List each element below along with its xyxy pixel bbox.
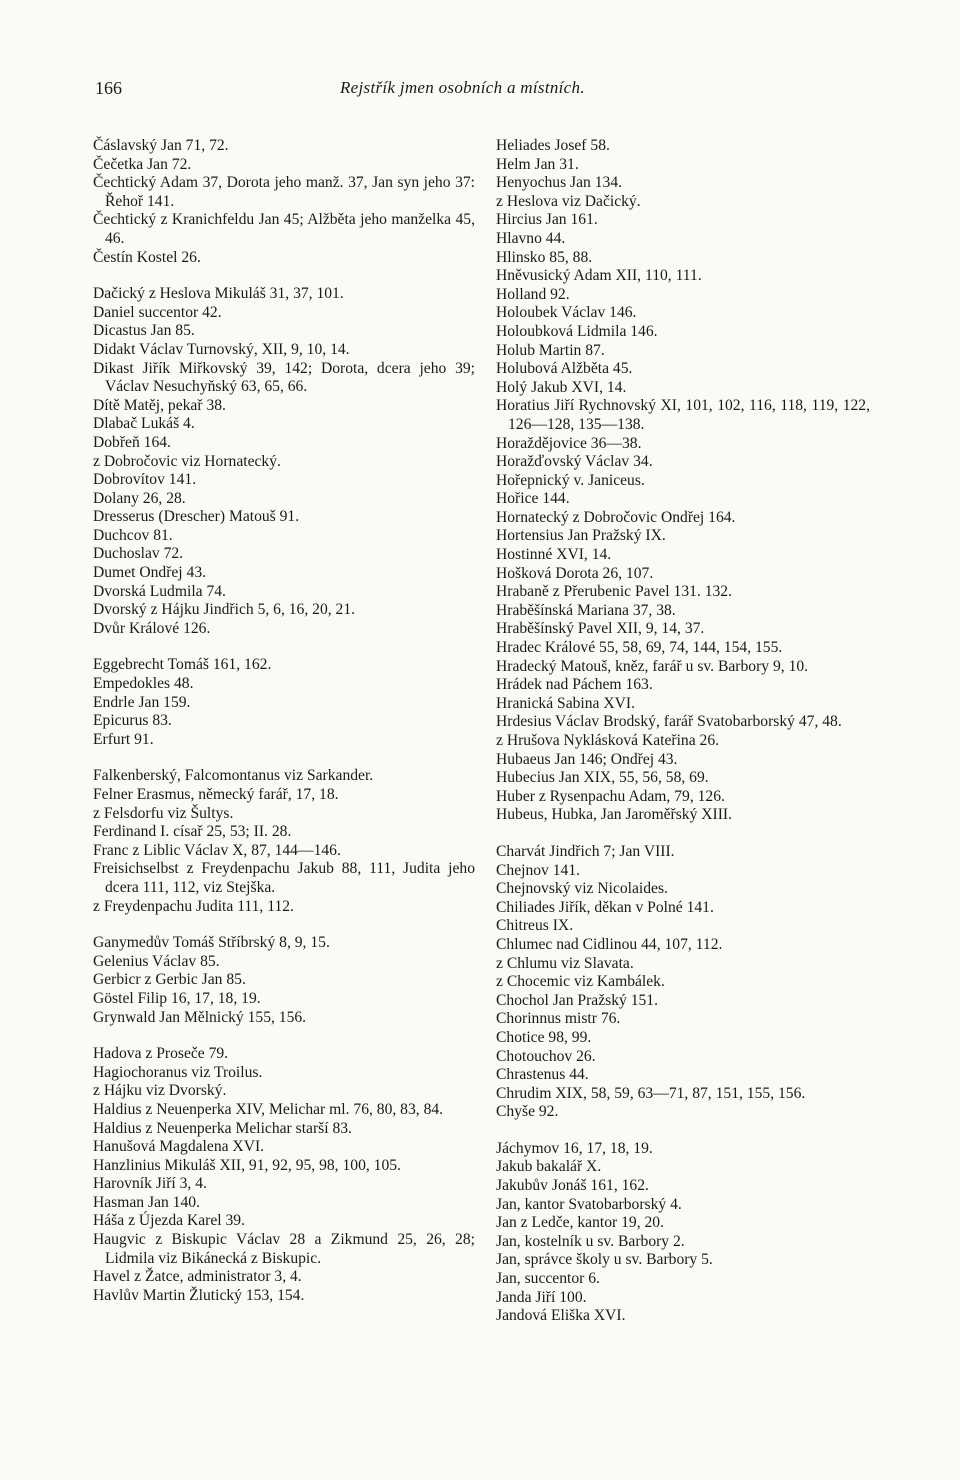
- letter-group: [93, 934, 475, 1027]
- index-entry: Freisichselbst z Freydenpachu Jakub 88, 111, Judita jeho dcera 111, 112, viz Stejška.: [93, 860, 475, 896]
- index-entry: Hanzlinius Mikuláš XII, 91, 92, 95, 98, 100, 105.: [93, 1156, 401, 1174]
- index-entry: z Hájku viz Dvorský.: [93, 1082, 227, 1100]
- index-entry: Hradec Králové 55, 58, 69, 74, 144, 154, 155.: [496, 639, 783, 657]
- index-entry: Falkenberský, Falcomontanus viz Sarkander.: [93, 767, 374, 785]
- index-column-left: [93, 137, 475, 1305]
- page-header: [95, 78, 865, 102]
- index-entry: Hubaeus Jan 146; Ondřej 43.: [496, 750, 678, 768]
- index-entry: z Chlumu viz Slavata.: [496, 954, 634, 972]
- index-entry: Hostinné XVI, 14.: [496, 546, 612, 564]
- index-entry: Čechtický z Kranichfeldu Jan 45; Alžběta jeho manželka 45, 46.: [93, 211, 475, 247]
- index-entry: Dvůr Králové 126.: [93, 619, 211, 637]
- index-entry: Hircius Jan 161.: [496, 211, 598, 229]
- index-entry: Endrle Jan 159.: [93, 693, 191, 711]
- letter-group: [496, 137, 870, 825]
- index-entry: Dumet Ondřej 43.: [93, 564, 207, 582]
- index-entry: Hornatecký z Dobročovic Ondřej 164.: [496, 508, 736, 526]
- index-entry: Jan, kostelník u sv. Barbory 2.: [496, 1232, 685, 1250]
- index-entry: Holoubek Václav 146.: [496, 304, 637, 322]
- index-entry: Hrdesius Václav Brodský, farář Svatobarborský 47, 48.: [496, 713, 842, 731]
- index-entry: Didakt Václav Turnovský, XII, 9, 10, 14.: [93, 340, 350, 358]
- index-entry: Horatius Jiří Rychnovský XI, 101, 102, 116, 118, 119, 122, 126—128, 135—138.: [496, 397, 870, 433]
- index-entry: Hubecius Jan XIX, 55, 56, 58, 69.: [496, 769, 709, 787]
- index-entry: Hrabaně z Přerubenic Pavel 131. 132.: [496, 583, 732, 601]
- index-entry: Jan z Ledče, kantor 19, 20.: [496, 1214, 665, 1232]
- index-entry: Duchoslav 72.: [93, 545, 184, 563]
- running-title: Rejstřík jmen osobních a místních.: [340, 78, 585, 97]
- index-entry: Jandová Eliška XVI.: [496, 1307, 626, 1325]
- index-entry: Dlabač Lukáš 4.: [93, 415, 195, 433]
- index-entry: Hasman Jan 140.: [93, 1193, 200, 1211]
- index-entry: Daniel succentor 42.: [93, 303, 222, 321]
- letter-group-separator: [496, 1122, 870, 1140]
- index-entry: z Freydenpachu Judita 111, 112.: [93, 897, 294, 915]
- index-entry: Hraběšínská Mariana 37, 38.: [496, 601, 676, 619]
- index-entry: Franc z Liblic Václav X, 87, 144—146.: [93, 841, 341, 859]
- index-entry: Gerbicr z Gerbic Jan 85.: [93, 971, 246, 989]
- index-entry: Jáchymov 16, 17, 18, 19.: [496, 1139, 653, 1157]
- index-entry: Duchcov 81.: [93, 526, 173, 544]
- index-entry: Holubová Alžběta 45.: [496, 360, 633, 378]
- index-entry: Jan, succentor 6.: [496, 1270, 600, 1288]
- index-entry: Holý Jakub XVI, 14.: [496, 378, 627, 396]
- index-entry: Čechtický Adam 37, Dorota jeho manž. 37, Jan syn jeho 37: Řehoř 141.: [93, 174, 475, 210]
- index-entry: Chejnovský viz Nicolaides.: [496, 880, 668, 898]
- index-entry: Hradecký Matouš, kněz, farář u sv. Barbory 9, 10.: [496, 657, 809, 675]
- index-entry: Chotouchov 26.: [496, 1047, 596, 1065]
- letter-group-separator: [93, 638, 475, 656]
- index-entry: Ganymedův Tomáš Stříbrský 8, 9, 15.: [93, 934, 330, 952]
- index-entry: Čestín Kostel 26.: [93, 248, 201, 266]
- index-entry: Dolany 26, 28.: [93, 489, 186, 507]
- index-entry: Hněvusický Adam XII, 110, 111.: [496, 267, 702, 285]
- index-entry: Hořepnický v. Janiceus.: [496, 471, 645, 489]
- index-entry: Hořice 144.: [496, 490, 570, 508]
- index-entry: Havlův Martin Žlutický 153, 154.: [93, 1286, 305, 1304]
- index-entry: Jan, kantor Svatobarborský 4.: [496, 1195, 682, 1213]
- index-entry: Ferdinand I. císař 25, 53; II. 28.: [93, 823, 292, 841]
- index-entry: Dítě Matěj, pekař 38.: [93, 396, 226, 414]
- index-entry: Hranická Sabina XVI.: [496, 694, 635, 712]
- index-entry: Hagiochoranus viz Troilus.: [93, 1063, 263, 1081]
- index-entry: z Chocemic viz Kambálek.: [496, 973, 665, 991]
- index-entry: Chorinnus mistr 76.: [496, 1010, 621, 1028]
- index-entry: z Dobročovic viz Hornatecký.: [93, 452, 281, 470]
- letter-group-separator: [93, 267, 475, 285]
- index-entry: Hraběšínský Pavel XII, 9, 14, 37.: [496, 620, 705, 638]
- letter-group: [496, 1140, 870, 1326]
- index-entry: Chlumec nad Cidlinou 44, 107, 112.: [496, 935, 723, 953]
- letter-group: [496, 843, 870, 1122]
- index-entry: Hadova z Proseče 79.: [93, 1045, 229, 1063]
- index-entry: Jakubův Jonáš 161, 162.: [496, 1177, 649, 1195]
- index-entry: Chyše 92.: [496, 1103, 559, 1121]
- index-column-right: [496, 137, 870, 1326]
- index-entry: Dobřeň 164.: [93, 433, 171, 451]
- index-entry: Dresserus (Drescher) Matouš 91.: [93, 508, 300, 526]
- index-entry: Jan, správce školy u sv. Barbory 5.: [496, 1251, 713, 1269]
- letter-group-separator: [496, 825, 870, 843]
- index-entry: Čáslavský Jan 71, 72.: [93, 137, 229, 154]
- letter-group: [93, 285, 475, 638]
- index-entry: Holub Martin 87.: [496, 341, 605, 359]
- index-entry: Erfurt 91.: [93, 730, 154, 748]
- index-entry: Čečetka Jan 72.: [93, 155, 192, 173]
- letter-group: [93, 767, 475, 916]
- index-entry: Dobrovítov 141.: [93, 471, 197, 489]
- index-entry: Felner Erasmus, německý farář, 17, 18.: [93, 786, 339, 803]
- letter-group-separator: [93, 749, 475, 767]
- index-entry: Gelenius Václav 85.: [93, 952, 220, 970]
- index-entry: Horaždějovice 36—38.: [496, 434, 642, 452]
- index-entry: Hubeus, Hubka, Jan Jaroměřský XIII.: [496, 806, 733, 824]
- index-entry: Janda Jiří 100.: [496, 1288, 587, 1306]
- index-entry: Chejnov 141.: [496, 861, 581, 879]
- index-entry: Dačický z Heslova Mikuláš 31, 37, 101.: [93, 285, 344, 303]
- index-entry: Harovník Jiří 3, 4.: [93, 1175, 207, 1193]
- index-entry: Dikast Jiřík Miřkovský 39, 142; Dorota, dcera jeho 39; Václav Nesuchyňský 63, 65, 66.: [93, 359, 475, 396]
- index-entry: Chiliades Jiřík, děkan v Polné 141.: [496, 898, 714, 916]
- index-entry: Hlinsko 85, 88.: [496, 248, 593, 266]
- index-entry: Holland 92.: [496, 285, 570, 303]
- index-entry: Chotice 98, 99.: [496, 1028, 592, 1046]
- letter-group-separator: [93, 916, 475, 934]
- index-entry: Dicastus Jan 85.: [93, 322, 195, 340]
- index-entry: Chitreus IX.: [496, 917, 574, 935]
- index-entry: Chochol Jan Pražský 151.: [496, 991, 658, 1009]
- index-entry: Hortensius Jan Pražský IX.: [496, 527, 666, 545]
- index-entry: Göstel Filip 16, 17, 18, 19.: [93, 989, 261, 1007]
- index-entry: Huber z Rysenpachu Adam, 79, 126.: [496, 787, 725, 805]
- index-entry: z Hrušova Nyklásková Kateřina 26.: [496, 732, 720, 749]
- index-entry: Haugvic z Biskupic Václav 28 a Zikmund 25, 26, 28; Lidmila viz Bikánecká z Biskupic.: [93, 1231, 475, 1267]
- index-entry: Eggebrecht Tomáš 161, 162.: [93, 656, 272, 674]
- index-entry: Hošková Dorota 26, 107.: [496, 564, 654, 582]
- index-entry: Haldius z Neuenperka Melichar starší 83.: [93, 1119, 352, 1137]
- letter-group: [93, 1045, 475, 1305]
- page-number: 166: [95, 78, 122, 98]
- index-entry: Chrastenus 44.: [496, 1066, 589, 1084]
- letter-group: [93, 656, 475, 749]
- index-entry: Horažďovský Václav 34.: [496, 453, 653, 471]
- index-entry: Epicurus 83.: [93, 712, 172, 730]
- index-entry: Dvorská Ludmila 74.: [93, 582, 226, 600]
- index-entry: Helm Jan 31.: [496, 155, 579, 173]
- index-entry: z Heslova viz Dačický.: [496, 192, 641, 210]
- index-entry: Heliades Josef 58.: [496, 137, 610, 154]
- index-entry: Hlavno 44.: [496, 229, 566, 247]
- index-entry: Chrudim XIX, 58, 59, 63—71, 87, 151, 155, 156.: [496, 1084, 806, 1102]
- index-entry: Havel z Žatce, administrator 3, 4.: [93, 1268, 302, 1286]
- index-entry: Charvát Jindřich 7; Jan VIII.: [496, 842, 675, 860]
- index-entry: Hrádek nad Páchem 163.: [496, 676, 653, 694]
- index-entry: Hanušová Magdalena XVI.: [93, 1138, 265, 1156]
- index-entry: Háša z Újezda Karel 39.: [93, 1212, 245, 1230]
- index-entry: Henyochus Jan 134.: [496, 174, 623, 192]
- index-entry: Holoubková Lidmila 146.: [496, 322, 658, 340]
- index-entry: Empedokles 48.: [93, 675, 194, 693]
- index-entry: Dvorský z Hájku Jindřich 5, 6, 16, 20, 21.: [93, 601, 356, 619]
- index-entry: Grynwald Jan Mělnický 155, 156.: [93, 1008, 307, 1026]
- index-entry: z Felsdorfu viz Šultys.: [93, 804, 234, 822]
- index-entry: Jakub bakalář X.: [496, 1158, 602, 1176]
- letter-group-separator: [93, 1027, 475, 1045]
- letter-group: [93, 137, 475, 267]
- index-entry: Haldius z Neuenperka XIV, Melichar ml. 76, 80, 83, 84.: [93, 1100, 444, 1118]
